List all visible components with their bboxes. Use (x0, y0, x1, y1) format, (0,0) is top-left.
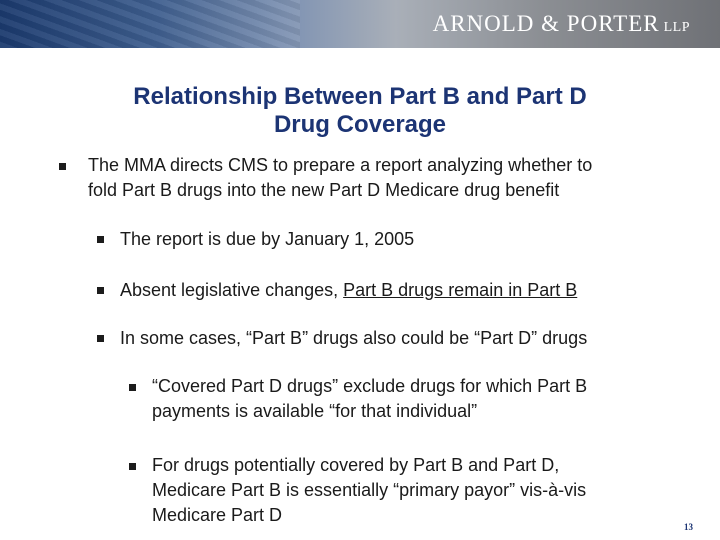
bullet-text-6 (152, 453, 672, 528)
bullet-1-line-2: fold Part B drugs into the new Part D Medicare drug benefit (88, 180, 560, 200)
bullet-5-line-1: “Covered Part D drugs” exclude drugs for which Part B (152, 376, 588, 396)
header-texture (0, 0, 300, 48)
bullet-text-1 (88, 153, 688, 203)
slide-title (60, 83, 660, 139)
bullet-marker-6 (129, 463, 136, 470)
bullet-text-4: In some cases, “Part B” drugs also could be “Part D” drugs (120, 328, 588, 348)
bullet-5-line-2: payments is available “for that individual” (152, 401, 478, 421)
bullet-6-line-2: Medicare Part B is essentially “primary payor” vis-à-vis (152, 480, 587, 500)
bullet-text-3 (120, 278, 680, 303)
logo-main-text: ARNOLD & PORTER (432, 11, 660, 36)
title-line-1: Relationship Between Part B and Part D (133, 83, 587, 110)
bullet-6-line-1: For drugs potentially covered by Part B and Part D, (152, 455, 560, 475)
bullet-text-2: The report is due by January 1, 2005 (120, 229, 415, 249)
bullet-marker-2 (97, 236, 104, 243)
bullet-marker-1 (59, 163, 66, 170)
header-band (0, 0, 720, 48)
bullet-marker-3 (97, 287, 104, 294)
page-number: 13 (684, 522, 693, 532)
firm-logo (433, 11, 690, 37)
bullet-3-underlined-text: Part B drugs remain in Part B (343, 280, 578, 300)
bullet-3-text: Absent legislative changes, (120, 280, 344, 300)
bullet-1-line-1: The MMA directs CMS to prepare a report analyzing whether to (88, 155, 593, 175)
bullet-marker-4 (97, 335, 104, 342)
title-line-2: Drug Coverage (273, 111, 447, 138)
bullet-marker-5 (129, 384, 136, 391)
bullet-text-5 (152, 374, 672, 424)
bullet-6-line-3: Medicare Part D (152, 505, 283, 525)
logo-suffix-text: LLP (663, 20, 690, 35)
